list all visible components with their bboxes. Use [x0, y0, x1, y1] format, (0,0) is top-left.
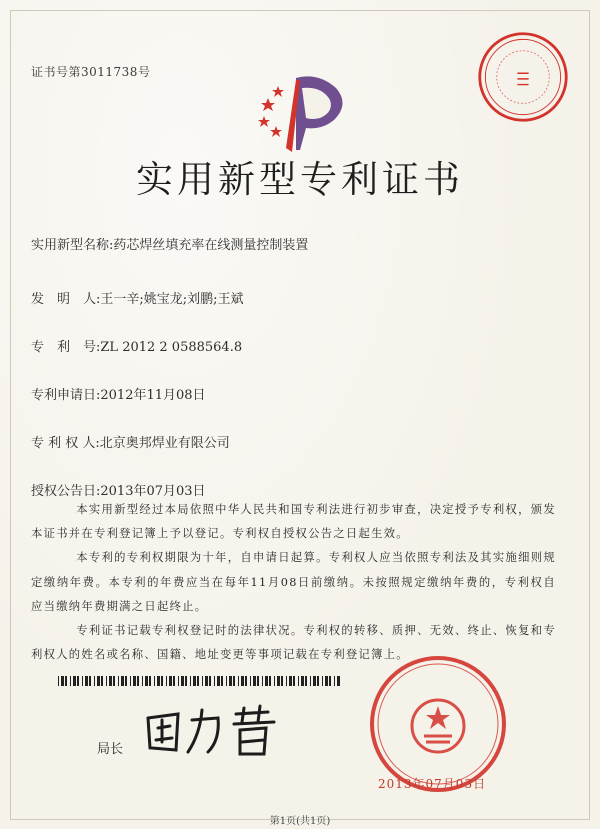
barcode-bar — [221, 676, 223, 686]
top-seal-stamp — [476, 30, 570, 124]
barcode-bar — [310, 676, 311, 686]
barcode-bar — [202, 676, 203, 686]
barcode-bar — [169, 676, 172, 686]
barcode-bar — [313, 676, 316, 686]
barcode-bar — [269, 676, 271, 686]
barcode-bar — [157, 676, 160, 686]
barcode-bar — [173, 676, 175, 686]
barcode-bar — [166, 676, 167, 686]
barcode-bar — [325, 676, 328, 686]
field-inventor-label: 发 明 人: — [31, 292, 101, 307]
barcode-bar — [85, 676, 88, 686]
barcode-bar — [97, 676, 100, 686]
field-patent-number-value: ZL 2012 2 0588564.8 — [100, 340, 243, 355]
barcode-bar — [77, 676, 79, 686]
certificate-number: 证书号第3011738号 — [31, 65, 151, 79]
barcode-bar — [317, 676, 319, 686]
barcode-bar — [65, 676, 67, 686]
field-patent-number — [31, 336, 242, 355]
barcode-bar — [125, 676, 127, 686]
field-owner-value: 北京奥邦焊业有限公司 — [99, 436, 230, 451]
barcode-bar — [337, 676, 340, 686]
barcode-bar — [193, 676, 196, 686]
barcode-bar — [82, 676, 83, 686]
barcode-bar — [94, 676, 95, 686]
director-label: 局长 — [97, 742, 124, 757]
barcode-bar — [245, 676, 247, 686]
page-title: 实用新型专利证书 — [136, 158, 464, 201]
barcode-bar — [281, 676, 283, 686]
barcode-bar — [233, 676, 235, 686]
barcode-bar — [89, 676, 91, 686]
barcode-bar — [293, 676, 295, 686]
barcode-bar — [185, 676, 187, 686]
field-inventor — [31, 288, 244, 307]
barcode-bar — [322, 676, 323, 686]
barcode-bar — [58, 676, 59, 686]
field-inventor-value: 王一辛;姚宝龙;刘鹏;王斌 — [100, 292, 244, 307]
barcode-bar — [229, 676, 232, 686]
patent-office-logo — [256, 68, 356, 158]
barcode-bar — [226, 676, 227, 686]
barcode-bar — [250, 676, 251, 686]
barcode-bar — [205, 676, 208, 686]
barcode-bar — [70, 676, 71, 686]
field-name — [31, 234, 308, 253]
barcode-bar — [181, 676, 184, 686]
barcode-bar — [154, 676, 155, 686]
barcode-bar — [298, 676, 299, 686]
barcode-bar — [118, 676, 119, 686]
page-footer: 第1页(共1页) — [269, 816, 331, 827]
field-owner — [31, 432, 230, 451]
barcode-bar — [253, 676, 256, 686]
field-filing-date — [31, 384, 206, 403]
body-paragraph: 专利证书记载专利权登记时的法律状况。专利权的转移、质押、无效、终止、恢复和专利权人的姓名或名称、国籍、地址变更等事项记载在专利登记簿上。 — [31, 624, 556, 662]
field-filing-date-value: 2012年11月08日 — [100, 388, 206, 403]
field-filing-date-label: 专利申请日: — [31, 388, 101, 403]
barcode-bar — [262, 676, 263, 686]
certificate-body — [31, 498, 556, 667]
field-announce-date — [31, 480, 206, 499]
body-paragraph: 本实用新型经过本局依照中华人民共和国专利法进行初步审查，决定授予专利权，颁发本证书并在专利登记簿上予以登记。专利权自授权公告之日起生效。 — [31, 503, 556, 541]
barcode-bar — [334, 676, 335, 686]
barcode-bar — [217, 676, 220, 686]
barcode-bar — [61, 676, 64, 686]
field-owner-label: 专 利 权 人: — [31, 436, 100, 451]
barcode-bar — [277, 676, 280, 686]
barcode-bar — [133, 676, 136, 686]
barcode-bar — [130, 676, 131, 686]
barcode-bar — [149, 676, 151, 686]
barcode-bar — [286, 676, 287, 686]
barcode-bar — [274, 676, 275, 686]
barcode-bar — [142, 676, 143, 686]
barcode-bar — [238, 676, 239, 686]
barcode-bar — [145, 676, 148, 686]
seal-date: 2013年07月03日 — [378, 777, 487, 791]
barcode-bar — [101, 676, 103, 686]
barcode-bar — [197, 676, 199, 686]
field-name-label: 实用新型名称: — [31, 238, 114, 253]
barcode-bar — [178, 676, 179, 686]
field-announce-date-label: 授权公告日: — [31, 484, 101, 499]
barcode-bar — [265, 676, 268, 686]
barcode-bar — [289, 676, 292, 686]
barcode-bar — [241, 676, 244, 686]
barcode-bar — [106, 676, 107, 686]
barcode-bar — [121, 676, 124, 686]
national-seal-stamp — [368, 654, 508, 794]
barcode-bar — [214, 676, 215, 686]
body-paragraph: 本专利的专利权期限为十年，自申请日起算。专利权人应当依照专利法及其实施细则规定缴纳年费。本专利的年费应当在每年11月08日前缴纳。未按照规定缴纳年费的，专利权自应当缴纳年费期满之日起终止。 — [31, 551, 556, 613]
barcode-bar — [329, 676, 331, 686]
barcode — [58, 676, 340, 686]
barcode-bar — [190, 676, 191, 686]
barcode-bar — [301, 676, 304, 686]
barcode-bar — [137, 676, 139, 686]
director-signature — [140, 700, 290, 760]
barcode-bar — [113, 676, 115, 686]
barcode-bar — [209, 676, 211, 686]
field-announce-date-value: 2013年07月03日 — [100, 484, 206, 499]
field-patent-number-label: 专 利 号: — [31, 340, 101, 355]
barcode-bar — [73, 676, 76, 686]
field-name-value: 药芯焊丝填充率在线测量控制装置 — [113, 238, 309, 253]
barcode-bar — [109, 676, 112, 686]
barcode-bar — [305, 676, 307, 686]
barcode-bar — [257, 676, 259, 686]
barcode-bar — [161, 676, 163, 686]
